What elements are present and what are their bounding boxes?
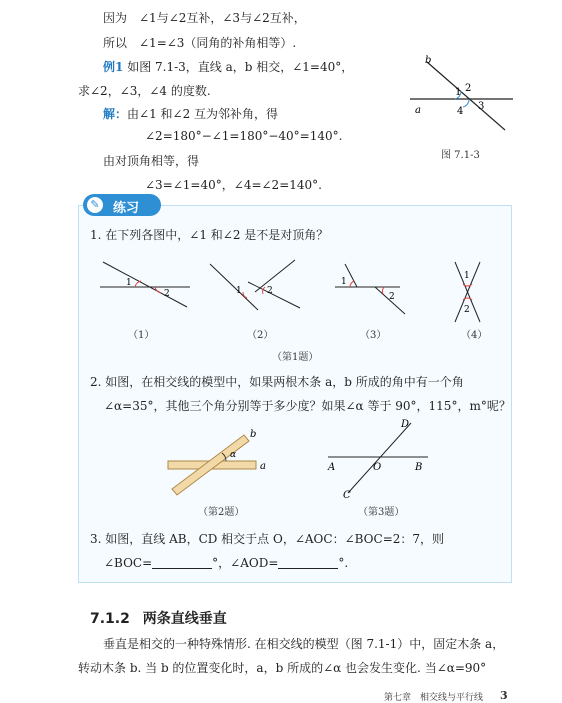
q1-label-4: （4）: [461, 330, 488, 341]
solution-line-3: 由对顶角相等，得: [103, 154, 200, 168]
q3-end: °.: [338, 556, 349, 570]
q1f4-angle-1: 1: [464, 271, 470, 281]
angle-1-label: 1: [455, 87, 462, 98]
example-text-2: 求∠2，∠3，∠4 的度数.: [78, 84, 211, 98]
q1f1-angle-2: 2: [164, 289, 170, 299]
question-3-line-2: [104, 554, 348, 571]
q3-boc-label: ∠BOC=: [104, 556, 153, 570]
practice-badge-label: 练习: [113, 201, 140, 216]
figure-caption: 图 7.1-3: [441, 150, 480, 161]
q1-label-3: （3）: [360, 330, 387, 341]
solution-line-2: ∠2=180°−∠1=180°−40°=140°.: [145, 129, 343, 143]
section-number: 7.1.2: [90, 611, 130, 627]
q1-caption: （第1题）: [272, 352, 319, 363]
angle-3-label: 3: [478, 101, 485, 112]
q1-figure-1: [100, 262, 190, 307]
example-text-1: 如图 7.1-3，直线 a，b 相交，∠1=40°，: [127, 60, 354, 74]
point-d: D: [401, 419, 410, 430]
label-b: b: [425, 55, 432, 66]
q1f1-angle-1: 1: [126, 278, 132, 288]
section-paragraph-line-2: 转动木条 b. 当 b 的位置变化时，a，b 所成的∠α 也会发生变化. 当∠α=90°: [78, 661, 487, 675]
answer-blank-aod[interactable]: [278, 558, 338, 569]
page-number: 3: [500, 689, 508, 702]
q1-figure-4: [455, 262, 480, 322]
section-paragraph-line-1: 垂直是相交的一种特殊情形. 在相交线的模型（图 7.1-1）中，固定木条 a，: [103, 637, 505, 651]
question-3-line-1: 3. 如图，直线 AB，CD 相交于点 O，∠AOC：∠BOC=2：7，则: [90, 532, 445, 546]
line-cd: [348, 423, 411, 493]
label-a: a: [415, 105, 421, 116]
q1f2-angle-2: 2: [267, 286, 273, 296]
q1-figure-2: [210, 260, 300, 310]
q1f4-angle-2: 2: [464, 305, 470, 315]
point-o: O: [373, 462, 382, 473]
question-2-line-1: 2. 如图，在相交线的模型中，如果两根木条 a，b 所成的角中有一个角: [90, 375, 464, 389]
point-b: B: [415, 462, 423, 473]
label-a: a: [260, 461, 266, 472]
q2-figure: [160, 425, 280, 500]
q1f2-angle-1: 1: [236, 286, 242, 296]
angle-4-label: 4: [457, 106, 464, 117]
solution-text-1: 由∠1 和∠2 互为邻补角，得: [127, 107, 279, 121]
q3-aod-label: °，∠AOD=: [212, 556, 279, 570]
chapter-footer: 第七章 相交线与平行线: [384, 693, 484, 703]
point-a: A: [328, 462, 336, 473]
practice-badge: [83, 194, 161, 216]
label-b: b: [250, 429, 257, 440]
proof-line-2: 所以 ∠1=∠3（同角的补角相等）.: [103, 36, 297, 50]
solution-label: 解：: [103, 107, 128, 121]
figure-7-1-3: [405, 55, 525, 135]
proof-line-1: 因为 ∠1与∠2互补，∠3与∠2互补，: [103, 11, 306, 25]
q3-figure: [323, 415, 438, 500]
q1f3-angle-2: 2: [389, 292, 395, 302]
example-1-line-1: [103, 58, 353, 75]
answer-blank-boc[interactable]: [152, 558, 212, 569]
solution-line-4: ∠3=∠1=40°，∠4=∠2=140°.: [145, 178, 322, 192]
solution-line-1: [103, 105, 278, 122]
question-2-line-2: ∠α=35°，其他三个角分别等于多少度？如果∠α 等于 90°，115°，m°呢？: [104, 399, 511, 413]
question-1: 1. 在下列各图中，∠1 和∠2 是不是对顶角？: [90, 228, 329, 242]
angle-2-label: 2: [465, 83, 472, 94]
line-b: [427, 62, 505, 130]
q3-caption: （第3题）: [358, 507, 405, 518]
question-1-figures: [95, 252, 495, 342]
pencil-icon: ✎: [87, 197, 103, 213]
q2-caption: （第2题）: [198, 507, 245, 518]
point-c: C: [343, 490, 351, 500]
q1-figure-3: [335, 264, 405, 314]
example-label: 例1: [103, 60, 124, 74]
label-alpha: α: [230, 450, 237, 460]
q1f3-angle-1: 1: [341, 277, 347, 287]
q1-label-1: （1）: [128, 330, 155, 341]
section-title: 两条直线垂直: [142, 611, 227, 627]
q1-label-2: （2）: [247, 330, 274, 341]
section-heading: [90, 608, 227, 628]
